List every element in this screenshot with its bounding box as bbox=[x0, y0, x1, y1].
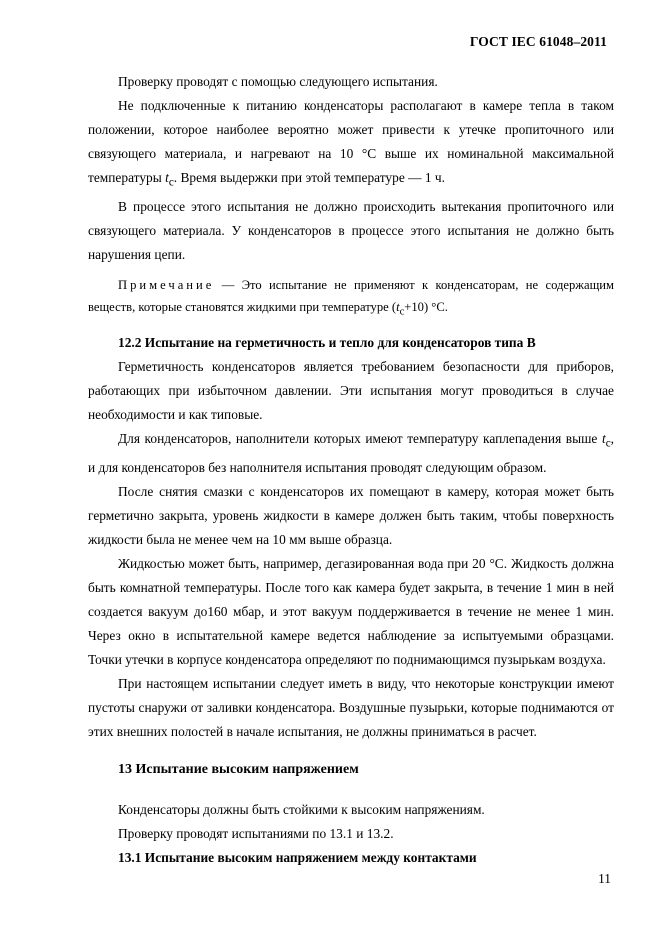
document-body bbox=[88, 70, 614, 870]
paragraph-intro: Проверку проводят с помощью следующего испытания. bbox=[118, 74, 438, 89]
text-segment: , и для конденсаторов без наполнителя испытания проводят следующим образом. bbox=[88, 431, 614, 475]
text-segment: Для конденсаторов, наполнители которых имеют температуру каплепадения выше bbox=[118, 431, 602, 447]
text-segment: +10) °С. bbox=[404, 299, 448, 314]
paragraph-voids: При настоящем испытании следует иметь в виду, что некоторые конструкции имеют пустоты снаружи от заливки конденсатора. Воздушные пузырьки, которые поднимаются от этих внешних полостей в начале испытания, не должны приниматься в расчет. bbox=[88, 675, 614, 739]
paragraph-chamber: После снятия смазки с конденсаторов их помещают в камеру, которая может быть герметично закрыта, уровень жидкости в камере должен быть таким, чтобы поверхность жидкости была не менее чем на 10 мм выше образца. bbox=[88, 483, 614, 547]
paragraph-high-voltage: Конденсаторы должны быть стойкими к высоким напряжениям. bbox=[118, 801, 485, 817]
note-label: Примечание bbox=[118, 277, 215, 292]
note bbox=[88, 274, 614, 324]
subscript-c: c bbox=[605, 437, 611, 450]
paragraph-no-leak: В процессе этого испытания не должно происходить вытекания пропиточного или связующего материала. У конденсаторов в процессе этого испытания не должно быть нарушения цепи. bbox=[88, 198, 614, 262]
subscript-c: c bbox=[168, 176, 174, 189]
subscript-c: c bbox=[399, 306, 405, 318]
variable-t: t bbox=[601, 431, 606, 447]
section-heading-13-1: 13.1 Испытание высоким напряжением между контактами bbox=[118, 849, 477, 865]
page-number: 11 bbox=[598, 871, 611, 886]
text-segment: — Это испытание не применяют к конденсаторам, не содержащим веществ, которые становятся жидкими при температуре ( bbox=[88, 277, 614, 314]
paragraph-tightness: Герметичность конденсаторов является требованием безопасности для приборов, работающих при избыточном давлении. Эти испытания могут проводиться в случае необходимости и как типовые. bbox=[88, 359, 614, 423]
variable-t: t bbox=[396, 299, 400, 314]
text-segment: . Время выдержки при этой температуре — 1 ч. bbox=[173, 170, 445, 185]
document-header: ГОСТ IEC 61048–2011 bbox=[469, 34, 607, 49]
paragraph-fillers bbox=[88, 427, 614, 480]
paragraph-check: Проверку проводят испытаниями по 13.1 и 13.2. bbox=[118, 825, 394, 841]
paragraph-vacuum: Жидкостью может быть, например, дегазированная вода при 20 °С. Жидкость должна быть комнатной температуры. После того как камера будет закрыта, в течение 1 мин в ней создается вакуум до160 мбар, и этот вакуум поддерживается в течение не менее 1 мин. Через окно в испытательной камере ведется наблюдение за испытуемыми образцами. Точки утечки в корпусе конденсатора определяют по поднимающимся пузырькам воздуха. bbox=[88, 555, 614, 667]
paragraph-heat-chamber bbox=[88, 94, 614, 195]
section-heading-13: 13 Испытание высоким напряжением bbox=[118, 761, 359, 777]
section-heading-12-2: 12.2 Испытание на герметичность и тепло для конденсаторов типа В bbox=[118, 335, 536, 351]
text-segment: Не подключенные к питанию конденсаторы располагают в камере тепла в таком положении, которое наиболее вероятно может привести к утечке пропиточного или связующего материала, и нагревают на 10 °С выше их номинальной максимальной температуры bbox=[88, 98, 614, 185]
variable-t: t bbox=[165, 170, 169, 185]
